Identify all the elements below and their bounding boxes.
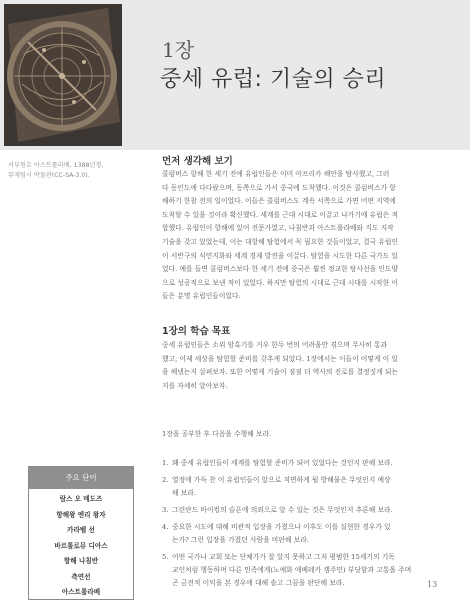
item-line: 교인처럼 행동하며 다른 민족에게(노예화 애베레카 캠주민) 부당함과 고통을 주며 — [172, 566, 412, 574]
paragraph-line: 었다. 예를 들면 콜럼버스보다 한 세기 전에 중국은 훨씬 정교한 탐사선을 인도양 — [162, 265, 399, 274]
figure-caption — [8, 161, 128, 181]
item-line: 는가? 그런 입장을 가졌던 사람을 비판해 보라. — [172, 536, 309, 544]
paragraph-line: 합했다. 유럽인이 항해에 있어 전문가였고, 나침반과 아스트롤라베와 지도 지작 — [162, 224, 394, 233]
item-line: 중요한 시도에 대해 비관적 입장을 가졌으나 이후도 이를 실현한 경우가 있 — [172, 523, 391, 531]
caption-line: 뮤제엄시 박물관(CC-SA-3.0). — [8, 172, 90, 179]
list-item — [162, 504, 452, 517]
paragraph-line: 이 서반구의 식민지화와 세계 경제 발전을 이끌다. 탐험을 시도한 다른 국가도 있 — [162, 251, 399, 260]
page-number: 13 — [427, 580, 438, 589]
paragraph-line: 중세 유럽인들은 소위 암흑기를 거우 한두 번의 어려움만 겪으며 무사히 통과 — [162, 341, 388, 349]
item-line: 곤 금전적 이익을 본 경우에 대해 솔고 그끔을 판단해 보라. — [172, 579, 345, 587]
astrolabe-image — [4, 4, 122, 146]
paragraph-line: 콜럼버스 항해 한 세기 전에 유럽인들은 이미 아프리카 해안을 탐사했고, 그러 — [162, 170, 390, 178]
paragraph-line: 다 동인도에 다다랐으며, 동쪽으로 가서 중국에 도착했다. 이것은 콜럼버스가 항 — [162, 183, 396, 192]
paragraph-line: 기술을 갖고 있었는데, 이는 대항해 탐험에서 꼭 필요한 것들이었고, 결국 유럽인 — [162, 237, 399, 246]
list-item — [162, 474, 452, 500]
list-item — [162, 521, 452, 547]
item-line: 왜 중세 유럽인들이 세계를 탐험할 준비가 되어 있었다는 것인지 판해 보라. — [172, 459, 393, 467]
paragraph-line: 을 해냈는지 살펴보자. 또한 어떻게 기술이 점점 더 역사의 진로를 결정짓게 되는 — [162, 368, 399, 377]
paragraph-line: 했고, 이제 세상을 탐험할 준비를 갖추게 되었다. 1장에서는 이들이 어떻게 이 일 — [162, 354, 398, 363]
item-number: 4. — [162, 523, 169, 531]
item-number: 3. — [162, 506, 169, 514]
paragraph-line: 해하기 한참 전의 일이었다. 이들은 콜럼버스도 계속 서쪽으로 가면 어떤 지역에 — [162, 197, 396, 206]
item-line: 해 보라. — [172, 489, 197, 497]
paragraph-line: 들은 분명 유럽인들이었다. — [162, 292, 241, 301]
chapter-number: 1장 — [162, 38, 195, 62]
item-number: 2. — [162, 476, 169, 484]
learning-goals-list — [162, 457, 452, 590]
paragraph-line: 도착할 수 있을 것이라 확신했다. 세계를 근대 시대로 이끌고 나가기에 유럽은 적 — [162, 210, 399, 219]
chapter-title: 중세 유럽: 기술의 승리 — [160, 67, 387, 92]
key-terms-list — [29, 489, 133, 601]
item-number: 1. — [162, 459, 169, 467]
key-terms-box — [28, 466, 134, 600]
key-term: 항해왕 엔리 왕자 — [56, 510, 106, 519]
key-term: 카라벨 선 — [67, 526, 95, 534]
paragraph-line: 지를 자세히 알아보자. — [162, 381, 228, 390]
think-first-heading: 먼저 생각해 보기 — [162, 156, 233, 167]
prompt-line: 1장을 공부한 후 다음을 수행해 보라. — [162, 430, 272, 438]
list-item — [162, 457, 452, 470]
key-term: 람스 오 메도즈 — [59, 495, 103, 503]
list-item — [162, 551, 452, 590]
item-number: 5. — [162, 553, 169, 561]
goals-prompt — [162, 428, 446, 442]
key-term: 측연선 — [71, 572, 91, 581]
paragraph-line: 으로 성공적으로 보낸 적이 있었다. 하지만 탐험의 시대로 근대 시대를 시작한 이 — [162, 278, 399, 287]
caption-line: 서부원호 아스트롤라베, 1388년경, — [8, 162, 104, 169]
goals-heading: 1장의 학습 목표 — [162, 326, 231, 337]
item-line: 그린란드 바이킹의 슬픈에 의외으로 알 수 있는 것은 무엇인지 추론해 보라. — [172, 506, 393, 514]
key-terms-heading: 주요 단어 — [29, 467, 133, 489]
chapter-header-band — [0, 0, 470, 150]
goals-paragraph — [162, 339, 446, 393]
item-line: 어떤 국가나 교회 또는 단체가가 잘 알지 못하고 그저 평범한 15세기의 기독 — [172, 553, 395, 561]
key-term: 항해 나침반 — [63, 557, 99, 565]
key-term: 바르톨로뮤 디아스 — [54, 541, 108, 550]
item-line: 열정에 가득 찬 이 유럽인들이 앞으로 직면하게 될 방해물은 무엇인지 예상 — [172, 476, 391, 484]
think-first-paragraph — [162, 168, 446, 304]
key-term: 아스트롤라베 — [61, 588, 101, 596]
